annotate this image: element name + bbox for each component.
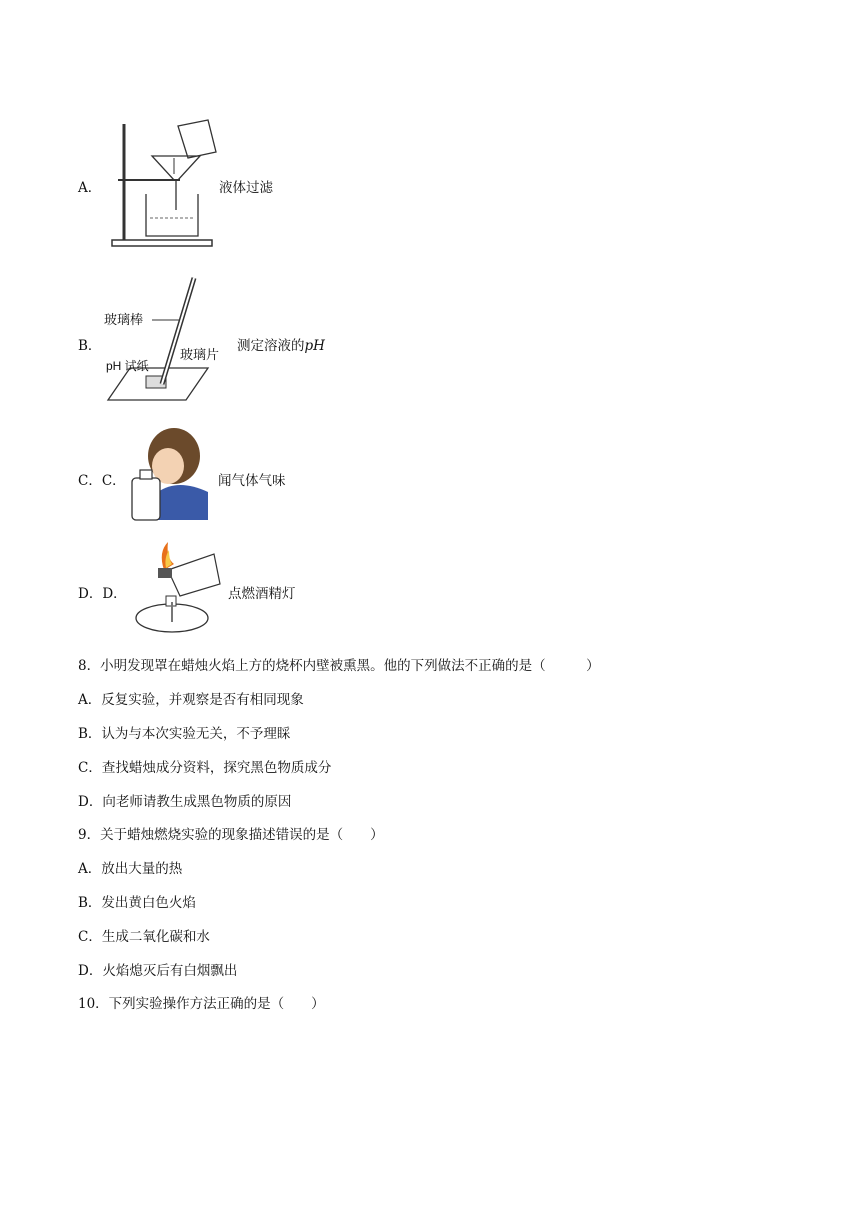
option-d-label: D．D． [78, 586, 127, 602]
rod-label: 玻璃棒 [104, 312, 144, 327]
question-9-option-d: D．火焰熄灭后有白烟飘出 [78, 963, 238, 979]
question-8-option-d: D．向老师请教生成黑色物质的原因 [78, 794, 292, 810]
question-8-option-b: B．认为与本次实验无关，不予理睬 [78, 726, 291, 742]
ph-test-figure [100, 272, 235, 410]
option-d-text: 点燃酒精灯 [228, 586, 296, 602]
option-b-text: 测定溶液的pH [237, 338, 325, 354]
option-a-label: A． [78, 180, 102, 196]
option-a-text: 液体过滤 [219, 180, 273, 196]
glass-label: 玻璃片 [180, 347, 220, 362]
question-8-option-c: C．查找蜡烛成分资料，探究黑色物质成分 [78, 760, 332, 776]
question-9-stem: 9．关于蜡烛燃烧实验的现象描述错误的是（ ） [78, 827, 384, 843]
question-9-option-b: B．发出黄白色火焰 [78, 895, 196, 911]
option-c-label: C．C． [78, 473, 126, 489]
filtration-figure [108, 118, 223, 250]
option-c-text: 闻气体气味 [218, 473, 286, 489]
option-b-label: B． [78, 338, 102, 354]
paper-label: pH 试纸 [106, 359, 149, 373]
smell-gas-figure [128, 422, 214, 522]
alcohol-lamp-figure [128, 540, 223, 636]
question-9-option-a: A．放出大量的热 [78, 861, 183, 877]
question-9-option-c: C．生成二氧化碳和水 [78, 929, 210, 945]
question-10-stem: 10．下列实验操作方法正确的是（ ） [78, 996, 325, 1012]
question-8-option-a: A．反复实验，并观察是否有相同现象 [78, 692, 304, 708]
question-8-stem: 8．小明发现罩在蜡烛火焰上方的烧杯内壁被熏黑。他的下列做法不正确的是（ ） [78, 658, 600, 674]
